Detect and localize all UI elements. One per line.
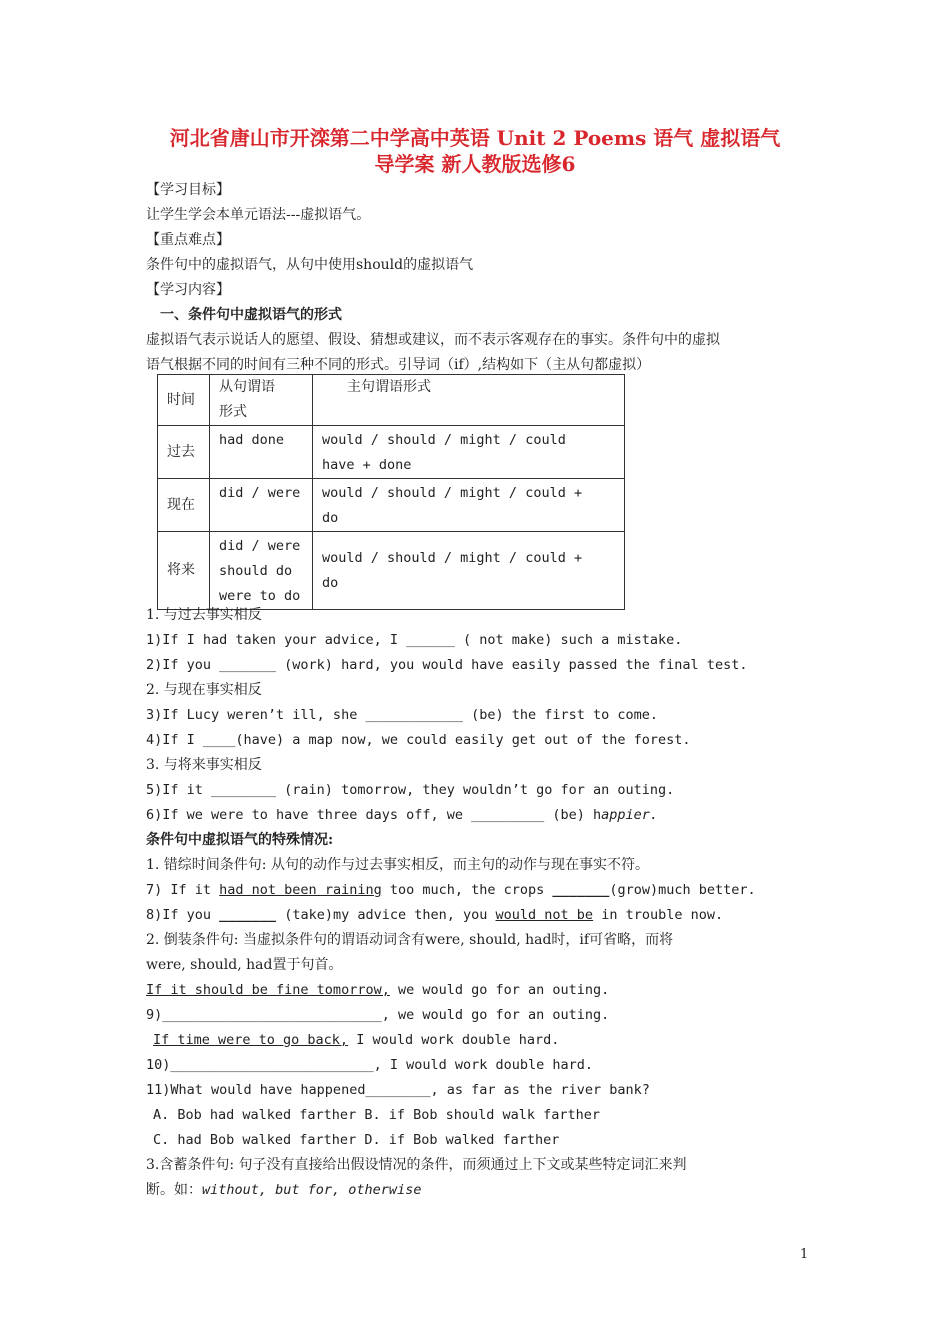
header-clause [210, 375, 313, 426]
question-1: 1)If I had taken your advice, I ______ ( not make) such a mistake. [146, 632, 683, 648]
special-case-3-line1: 3.含蓄条件句: 句子没有直接给出假设情况的条件，而须通过上下文或某些特定词汇来判 [146, 1157, 687, 1173]
options-a-b: A. Bob had walked farther B. if Bob should walk farther [153, 1107, 601, 1123]
header-time: 时间 [158, 375, 210, 426]
header-main: 主句谓语形式 [313, 375, 625, 426]
subjunctive-table [157, 374, 625, 610]
row-present-main-line1: would / should / might / could + [322, 485, 583, 501]
special-case-3-line2 [146, 1181, 421, 1199]
example-1-rest: we would go for an outing. [389, 982, 610, 998]
part1-heading: 一、条件句中虚拟语气的形式 [160, 307, 342, 323]
example-2-underlined: If time were to go back, [153, 1032, 349, 1048]
intro-line1: 虚拟语气表示说话人的愿望、假设、猜想或建议，而不表示客观存在的事实。条件句中的虚拟 [146, 332, 720, 348]
question-6 [146, 806, 658, 824]
question-7-underlined: had not been raining [219, 882, 382, 898]
row-past-main-line2: have + done [322, 457, 412, 473]
row-present-main-line2: do [322, 510, 339, 526]
question-10: 10)_________________________, I would work double hard. [146, 1057, 594, 1073]
special-case-3-examples: without, but for, otherwise [202, 1182, 422, 1198]
row-future-main-line2: do [322, 574, 339, 591]
example-2 [153, 1031, 559, 1049]
question-7-mid: too much, the crops [381, 882, 553, 898]
intro-line2: 语气根据不同的时间有三种不同的形式。引导词（if）,结构如下（主从句都虚拟） [146, 357, 651, 373]
content-heading: 【学习内容】 [146, 282, 230, 298]
question-8-underlined: would not be [495, 907, 594, 923]
special-case-2-line1: 2. 倒装条件句: 当虚拟条件句的谓语动词含有were, should, had时，if可省略，而将 [146, 932, 674, 948]
question-2: 2)If you _______ (work) hard, you would have easily passed the final test. [146, 657, 748, 673]
row-future-clause-line3: were to do [219, 588, 301, 604]
row-present-main [313, 479, 625, 532]
exercise-heading-present: 2. 与现在事实相反 [146, 682, 262, 698]
row-future-time: 将来 [158, 532, 210, 610]
key-heading: 【重点难点】 [146, 232, 230, 248]
row-past-main [313, 426, 625, 479]
document-title-line2: 导学案 新人教版选修6 [374, 152, 576, 176]
question-8-start: 8)If you [146, 907, 220, 923]
example-1-underlined: If it should be fine tomorrow, [146, 982, 390, 998]
exercise-heading-past: 1. 与过去事实相反 [146, 607, 262, 623]
question-8-mid: (take)my advice then, you [276, 907, 496, 923]
question-7 [146, 881, 756, 899]
key-text: 条件句中的虚拟语气，从句中使用should的虚拟语气 [146, 257, 474, 273]
special-case-3-prefix: 断。如： [146, 1182, 202, 1198]
row-past-main-line1: would / should / might / could [322, 432, 566, 448]
row-present-time: 现在 [158, 479, 210, 532]
row-past-clause: had done [210, 426, 313, 479]
row-present-clause: did / were [210, 479, 313, 532]
exercise-heading-future: 3. 与将来事实相反 [146, 757, 262, 773]
document-title-line1: 河北省唐山市开滦第二中学高中英语 Unit 2 Poems 语气 虚拟语气 [169, 126, 781, 150]
table-row [158, 532, 625, 610]
question-6-italic: appier. [601, 807, 659, 823]
page-number: 1 [800, 1247, 809, 1262]
question-11: 11)What would have happened________, as far as the river bank? [146, 1082, 650, 1098]
options-c-d: C. had Bob walked farther D. if Bob walked farther [153, 1132, 560, 1148]
table-row [158, 479, 625, 532]
question-8-end: in trouble now. [593, 907, 724, 923]
question-5: 5)If it ________ (rain) tomorrow, they wouldn’t go for an outing. [146, 782, 675, 798]
question-8 [146, 906, 723, 924]
question-6-text: 6)If we were to have three days off, we _________ (be) h [146, 807, 602, 823]
row-future-main-line1: would / should / might / could + [322, 549, 583, 566]
row-future-clause [210, 532, 313, 610]
example-2-rest: I would work double hard. [348, 1032, 560, 1048]
special-case-2-line2: were, should, had置于句首。 [146, 957, 343, 973]
question-4: 4)If I ____(have) a map now, we could easily get out of the forest. [146, 732, 691, 748]
row-future-clause-line1: did / were [219, 538, 301, 554]
question-7-end: (grow)much better. [609, 882, 756, 898]
table-header-row [158, 375, 625, 426]
question-3: 3)If Lucy weren’t ill, she ____________ (be) the first to come. [146, 707, 659, 723]
question-9: 9)___________________________, we would go for an outing. [146, 1007, 610, 1023]
question-7-blank: _______ [552, 882, 610, 898]
example-1 [146, 981, 609, 999]
row-past-time: 过去 [158, 426, 210, 479]
special-cases-heading: 条件句中虚拟语气的特殊情况: [146, 832, 334, 848]
question-8-blank: _______ [219, 907, 277, 923]
header-clause-line1: 从句谓语 [219, 379, 275, 395]
header-clause-line2: 形式 [219, 404, 247, 420]
goal-heading: 【学习目标】 [146, 182, 230, 198]
table-row [158, 426, 625, 479]
row-future-main [313, 532, 625, 610]
special-case-1: 1. 错综时间条件句: 从句的动作与过去事实相反，而主句的动作与现在事实不符。 [146, 857, 649, 873]
question-7-start: 7) If it [146, 882, 220, 898]
row-future-clause-line2: should do [219, 563, 293, 579]
goal-text: 让学生学会本单元语法---虚拟语气。 [146, 207, 371, 223]
